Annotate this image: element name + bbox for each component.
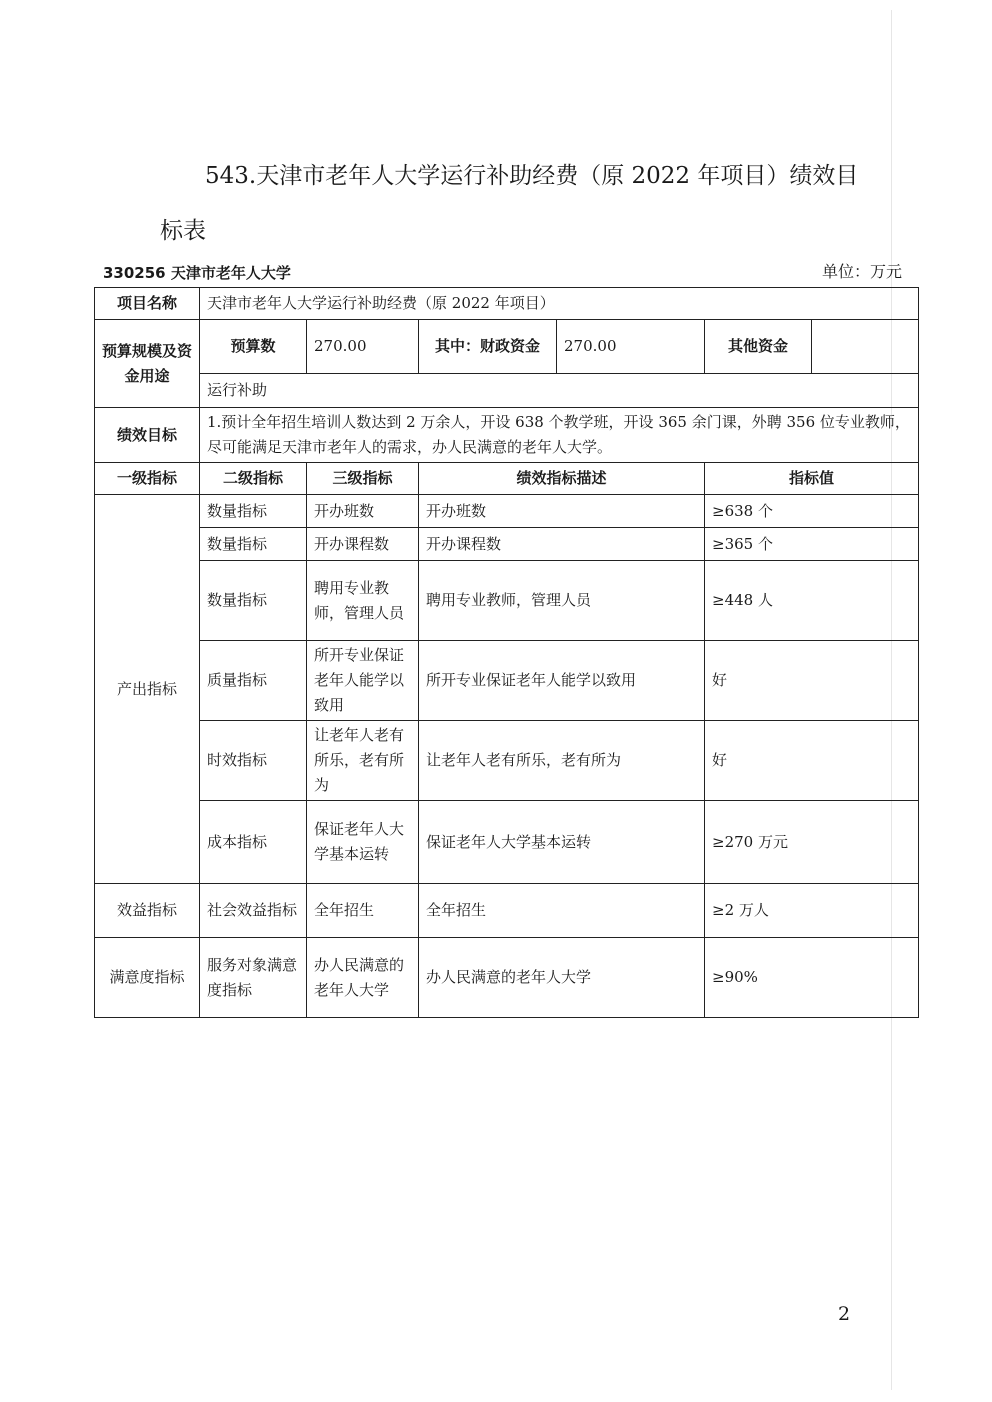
level3-cell: 所开专业保证老年人能学以致用 (307, 641, 419, 721)
header-level2: 二级指标 (200, 463, 307, 495)
table-row (95, 641, 919, 721)
level3-cell: 开办课程数 (307, 528, 419, 561)
project-name-label: 项目名称 (95, 288, 200, 320)
group-benefit-label: 效益指标 (95, 884, 200, 938)
value-cell: ≥2 万人 (705, 884, 919, 938)
organization-code-name: 330256 天津市老年人大学 (103, 264, 291, 282)
table-row (95, 528, 919, 561)
description-cell: 所开专业保证老年人能学以致用 (419, 641, 705, 721)
fund-usage-value: 运行补助 (200, 374, 919, 408)
header-level1: 一级指标 (95, 463, 200, 495)
level3-cell: 让老年人老有所乐，老有所为 (307, 721, 419, 801)
description-cell: 开办班数 (419, 495, 705, 528)
table-row (95, 801, 919, 884)
level3-cell: 保证老年人大学基本运转 (307, 801, 419, 884)
other-funds-label: 其他资金 (705, 320, 812, 374)
level2-cell: 数量指标 (200, 528, 307, 561)
usage-row (95, 374, 919, 408)
header-value: 指标值 (705, 463, 919, 495)
fiscal-funds-label: 其中：财政资金 (419, 320, 557, 374)
budget-count-value: 270.00 (307, 320, 419, 374)
group-satisfaction-label: 满意度指标 (95, 938, 200, 1018)
level2-cell: 数量指标 (200, 495, 307, 528)
goal-row (95, 408, 919, 463)
document-title-continued: 标表 (160, 218, 206, 244)
value-cell: ≥270 万元 (705, 801, 919, 884)
indicator-header-row (95, 463, 919, 495)
page-number: 2 (838, 1303, 851, 1325)
level2-cell: 质量指标 (200, 641, 307, 721)
project-name-value: 天津市老年人大学运行补助经费（原 2022 年项目） (200, 288, 919, 320)
description-cell: 聘用专业教师，管理人员 (419, 561, 705, 641)
level2-cell: 成本指标 (200, 801, 307, 884)
level2-cell: 数量指标 (200, 561, 307, 641)
level3-cell: 办人民满意的老年人大学 (307, 938, 419, 1018)
document-title: 543.天津市老年人大学运行补助经费（原 2022 年项目）绩效目 (205, 163, 859, 189)
group-output-label: 产出指标 (95, 495, 200, 884)
description-cell: 办人民满意的老年人大学 (419, 938, 705, 1018)
budget-label: 预算规模及资金用途 (95, 320, 200, 408)
description-cell: 开办课程数 (419, 528, 705, 561)
value-cell: 好 (705, 721, 919, 801)
table-row (95, 561, 919, 641)
performance-goal-value: 1.预计全年招生培训人数达到 2 万余人，开设 638 个教学班，开设 365 余门课，外聘 356 位专业教师，尽可能满足天津市老年人的需求，办人民满意的老年人大学。 (200, 408, 919, 463)
table-row (95, 938, 919, 1018)
header-level3: 三级指标 (307, 463, 419, 495)
value-cell: ≥448 人 (705, 561, 919, 641)
performance-target-table (94, 287, 919, 1018)
table-row (95, 495, 919, 528)
other-funds-value (812, 320, 919, 374)
level3-cell: 开办班数 (307, 495, 419, 528)
budget-row (95, 320, 919, 374)
value-cell: ≥638 个 (705, 495, 919, 528)
value-cell: ≥365 个 (705, 528, 919, 561)
project-name-row (95, 288, 919, 320)
budget-count-label: 预算数 (200, 320, 307, 374)
header-description: 绩效指标描述 (419, 463, 705, 495)
description-cell: 全年招生 (419, 884, 705, 938)
value-cell: 好 (705, 641, 919, 721)
table-row (95, 721, 919, 801)
level3-cell: 全年招生 (307, 884, 419, 938)
table-row (95, 884, 919, 938)
performance-goal-label: 绩效目标 (95, 408, 200, 463)
description-cell: 保证老年人大学基本运转 (419, 801, 705, 884)
level3-cell: 聘用专业教师，管理人员 (307, 561, 419, 641)
fiscal-funds-value: 270.00 (557, 320, 705, 374)
level2-cell: 时效指标 (200, 721, 307, 801)
level2-cell: 社会效益指标 (200, 884, 307, 938)
unit-label: 单位：万元 (822, 262, 903, 281)
value-cell: ≥90% (705, 938, 919, 1018)
description-cell: 让老年人老有所乐，老有所为 (419, 721, 705, 801)
level2-cell: 服务对象满意度指标 (200, 938, 307, 1018)
